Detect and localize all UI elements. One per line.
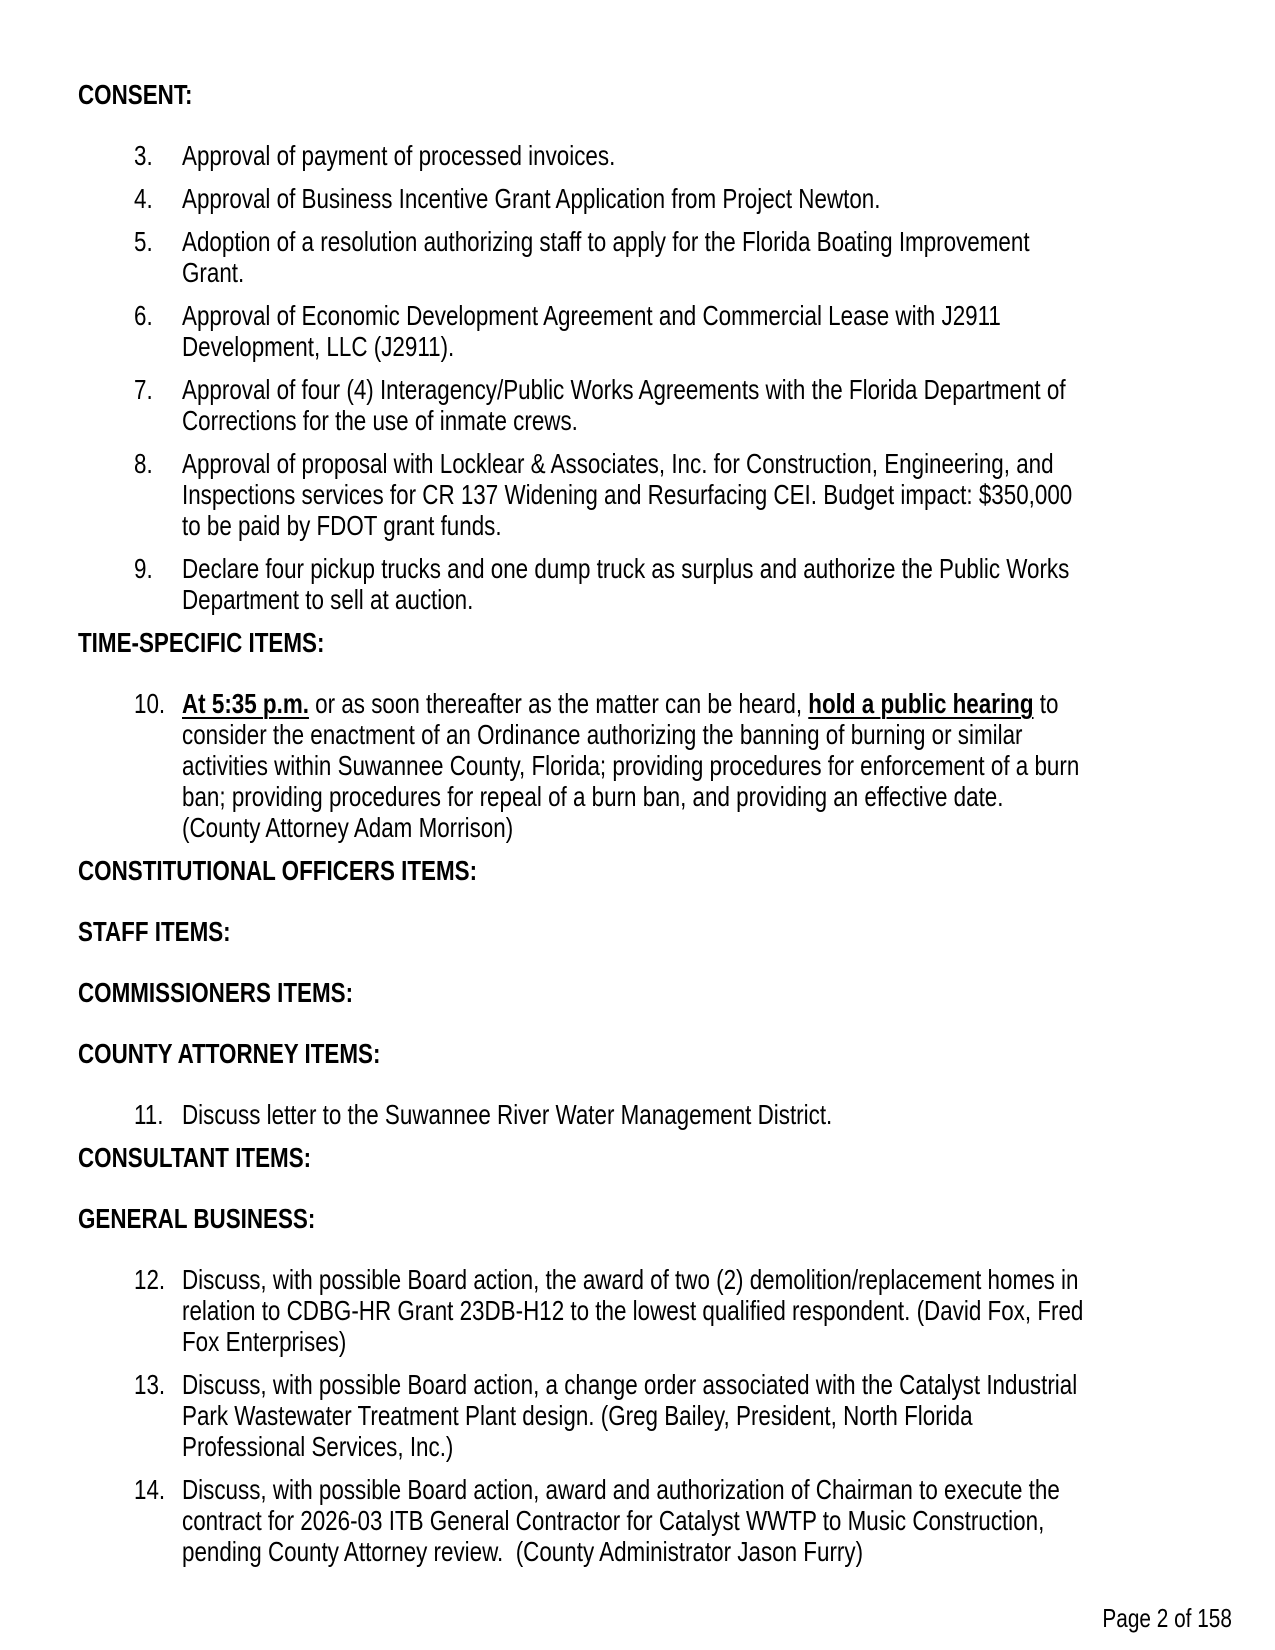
agenda-item-14 bbox=[78, 1474, 1275, 1567]
agenda-item-13 bbox=[78, 1369, 1275, 1462]
agenda-item-9 bbox=[78, 553, 1275, 615]
section-heading-text: CONSULTANT ITEMS: bbox=[78, 1142, 312, 1173]
section-heading-text: CONSENT: bbox=[78, 79, 193, 110]
agenda-item-5 bbox=[78, 226, 1275, 288]
emphasized-text: hold a public hearing bbox=[808, 688, 1034, 719]
agenda-item-line: Adoption of a resolution authorizing staff to apply for the Florida Boating Improvement bbox=[182, 226, 1030, 257]
agenda-item-text bbox=[182, 300, 1275, 362]
agenda-item-4 bbox=[78, 183, 1275, 214]
agenda-item-line: Park Wastewater Treatment Plant design. (Greg Bailey, President, North Florida bbox=[182, 1400, 973, 1431]
agenda-item-line: At 5:35 p.m. or as soon thereafter as the matter can be heard, hold a public hearing to bbox=[182, 688, 1059, 719]
section-heading-text: GENERAL BUSINESS: bbox=[78, 1203, 316, 1234]
agenda-item-8 bbox=[78, 448, 1275, 541]
agenda-item-text bbox=[182, 374, 1275, 436]
agenda-item-line: Discuss, with possible Board action, a change order associated with the Catalyst Industrial bbox=[182, 1369, 1078, 1400]
section-heading bbox=[78, 855, 1275, 886]
agenda-item-number: 13. bbox=[134, 1369, 166, 1400]
agenda-item-line: Approval of payment of processed invoices. bbox=[182, 140, 616, 171]
agenda-item-text bbox=[182, 688, 1275, 843]
agenda-item-line: contract for 2026-03 ITB General Contractor for Catalyst WWTP to Music Construction, bbox=[182, 1505, 1045, 1536]
agenda-item-10 bbox=[78, 688, 1275, 843]
agenda-item-text bbox=[182, 1099, 1275, 1130]
agenda-item-11 bbox=[78, 1099, 1275, 1130]
section-heading bbox=[78, 1038, 1275, 1069]
agenda-item-12 bbox=[78, 1264, 1275, 1357]
agenda-item-number: 9. bbox=[134, 553, 153, 584]
section-heading-text: TIME-SPECIFIC ITEMS: bbox=[78, 627, 325, 658]
section-heading bbox=[78, 916, 1275, 947]
section-heading-text: COMMISSIONERS ITEMS: bbox=[78, 977, 354, 1008]
agenda-item-line: Inspections services for CR 137 Widening and Resurfacing CEI. Budget impact: $350,000 bbox=[182, 479, 1073, 510]
agenda-item-line: ban; providing procedures for repeal of a burn ban, and providing an effective date. bbox=[182, 781, 1004, 812]
agenda-item-line: Discuss, with possible Board action, the award of two (2) demolition/replacement homes in bbox=[182, 1264, 1079, 1295]
agenda-item-number: 11. bbox=[134, 1099, 164, 1130]
emphasized-text: At 5:35 p.m. bbox=[182, 688, 309, 719]
agenda-item-line: relation to CDBG-HR Grant 23DB-H12 to the lowest qualified respondent. (David Fox, Fred bbox=[182, 1295, 1084, 1326]
agenda-item-number: 4. bbox=[134, 183, 153, 214]
section-heading bbox=[78, 1203, 1275, 1234]
agenda-item-text bbox=[182, 140, 1275, 171]
agenda-item-3 bbox=[78, 140, 1275, 171]
agenda-item-text bbox=[182, 226, 1275, 288]
agenda-item-7 bbox=[78, 374, 1275, 436]
agenda-item-number: 10. bbox=[134, 688, 166, 719]
agenda-item-line: Development, LLC (J2911). bbox=[182, 331, 455, 362]
agenda-item-line: Corrections for the use of inmate crews. bbox=[182, 405, 578, 436]
section-heading-text: CONSTITUTIONAL OFFICERS ITEMS: bbox=[78, 855, 478, 886]
agenda-item-line: consider the enactment of an Ordinance authorizing the banning of burning or similar bbox=[182, 719, 1023, 750]
agenda-item-number: 14. bbox=[134, 1474, 166, 1505]
agenda-item-number: 5. bbox=[134, 226, 153, 257]
agenda-item-line: Approval of four (4) Interagency/Public Works Agreements with the Florida Department of bbox=[182, 374, 1066, 405]
agenda-item-text bbox=[182, 1474, 1275, 1567]
agenda-item-line: Approval of proposal with Locklear & Associates, Inc. for Construction, Engineering, and bbox=[182, 448, 1054, 479]
agenda-item-text bbox=[182, 1264, 1275, 1357]
agenda-item-number: 6. bbox=[134, 300, 153, 331]
agenda-item-6 bbox=[78, 300, 1275, 362]
agenda-item-number: 12. bbox=[134, 1264, 166, 1295]
section-heading bbox=[78, 627, 1275, 658]
agenda-item-number: 8. bbox=[134, 448, 153, 479]
section-heading bbox=[78, 977, 1275, 1008]
agenda-item-text bbox=[182, 1369, 1275, 1462]
agenda-item-number: 3. bbox=[134, 140, 153, 171]
agenda-item-line: Discuss letter to the Suwannee River Water Management District. bbox=[182, 1099, 833, 1130]
page-number-text: Page 2 of 158 bbox=[1102, 1603, 1232, 1633]
agenda-item-line: Declare four pickup trucks and one dump truck as surplus and authorize the Public Works bbox=[182, 553, 1070, 584]
agenda-item-line: Approval of Business Incentive Grant Application from Project Newton. bbox=[182, 183, 881, 214]
agenda-item-line: pending County Attorney review. (County Administrator Jason Furry) bbox=[182, 1536, 864, 1567]
agenda-body bbox=[78, 79, 1275, 1567]
agenda-item-line: Discuss, with possible Board action, award and authorization of Chairman to execute the bbox=[182, 1474, 1060, 1505]
page-number bbox=[1070, 1603, 1232, 1634]
agenda-item-line: to be paid by FDOT grant funds. bbox=[182, 510, 502, 541]
agenda-item-text bbox=[182, 553, 1275, 615]
agenda-item-line: Approval of Economic Development Agreement and Commercial Lease with J2911 bbox=[182, 300, 1001, 331]
section-heading bbox=[78, 1142, 1275, 1173]
agenda-item-number: 7. bbox=[134, 374, 153, 405]
agenda-item-line: activities within Suwannee County, Florida; providing procedures for enforcement of a burn bbox=[182, 750, 1080, 781]
section-heading bbox=[78, 79, 1275, 110]
agenda-item-text bbox=[182, 448, 1275, 541]
agenda-item-line: (County Attorney Adam Morrison) bbox=[182, 812, 514, 843]
agenda-item-line: Fox Enterprises) bbox=[182, 1326, 347, 1357]
agenda-item-line: Department to sell at auction. bbox=[182, 584, 474, 615]
agenda-item-line: Grant. bbox=[182, 257, 245, 288]
agenda-item-text bbox=[182, 183, 1275, 214]
agenda-item-line: Professional Services, Inc.) bbox=[182, 1431, 454, 1462]
section-heading-text: STAFF ITEMS: bbox=[78, 916, 231, 947]
section-heading-text: COUNTY ATTORNEY ITEMS: bbox=[78, 1038, 381, 1069]
